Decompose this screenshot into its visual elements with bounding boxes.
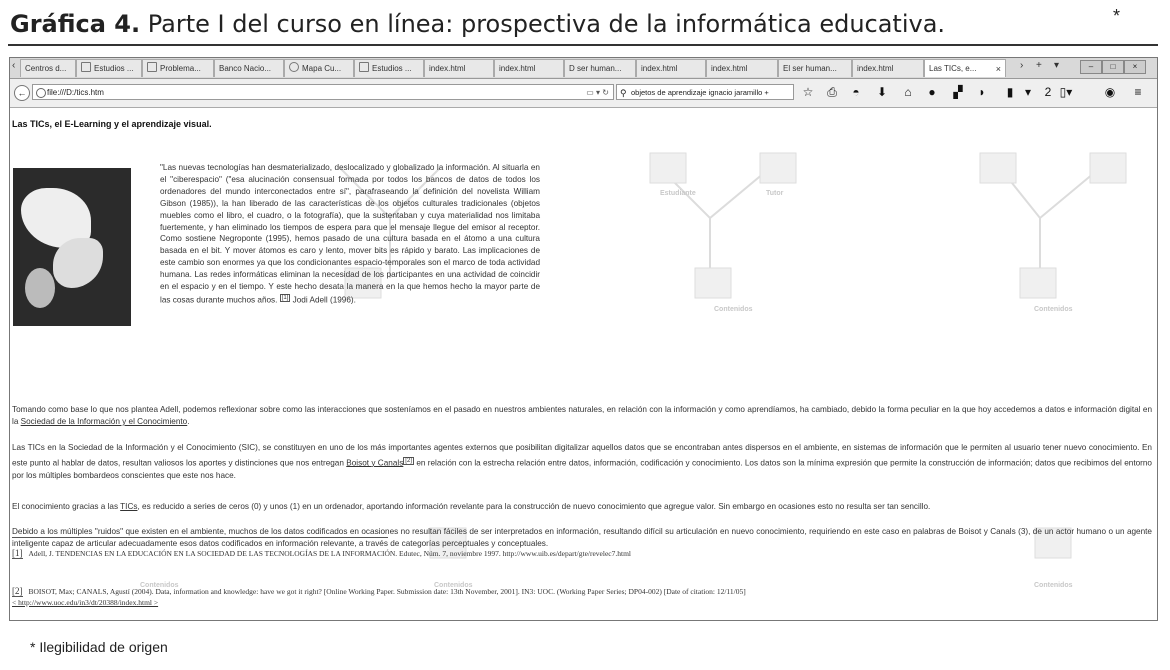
paragraph-2: Las TICs en la Sociedad de la Información y el Conocimiento (SIC), se constituyen en uno de los más importantes agentes externos que posibilitan digitalizar aquellos datos que se encontraban antes dispersos en el ambiente, en sistemas de información que le permiten al usuario tener nuevo conocimiento. En este punto al hablar de datos, resultan valiosos los aportes y distinciones que nos entregan Boisot y Canals [2] en relación con la estrecha relación entre datos, información, codificación y conocimiento. Los datos son la mínima expresión que permite la construcción de información; datos que recibimos del entorno por los múltiples bombardeos conscientes que este nos hace. — [12, 443, 1152, 480]
puzzle-icon[interactable]: ◗ — [978, 85, 986, 99]
watermark-content: Contenidos — [434, 582, 473, 589]
paragraph-1: Tomando como base lo que nos plantea Adell, podemos reflexionar sobre como las interacciones que sosteníamos en el pasado en nuestros ambientes naturales, en relación con la información y como aprendíamos, ha cambiado, debido la forma peculiar en la que hoy accedemos a datos e información digital en la Sociedad de la Información y el Conocimiento. — [12, 405, 1152, 426]
watermark-content: Contenidos — [714, 306, 753, 313]
tab-5[interactable]: Estudios ... — [354, 59, 424, 77]
figure-title: Gráfica 4. Parte I del curso en línea: prospectiva de la informática educativa. — [10, 10, 946, 38]
tab-8[interactable]: D ser human... — [564, 59, 636, 77]
clipboard-icon[interactable]: ⎙ — [827, 85, 837, 99]
paragraph-4: Debido a los múltiples "ruidos" que existen en el ambiente, muchos de los datos codificados en ocasiones no resultan fáciles de ser interpretados en información, resultando difícil su articulación en nuevo conocimiento, requiriendo en este caso en palabras de Boisot y Canals (3), de un actor humano o un agente inteligente capaz de articular adecuadamente esos datos codificados en información relevante, a través de categorías perceptuales y conceptuales. — [12, 527, 1152, 548]
globe-icon — [36, 88, 46, 98]
reload-icon[interactable]: ▭ ▾ ↻ — [586, 88, 609, 97]
menu-icon[interactable]: ≡ — [1134, 85, 1142, 99]
footnote-marker-2[interactable]: [2] — [12, 586, 23, 596]
footnote-1 — [12, 548, 1112, 559]
zoom-count: 2 — [1044, 85, 1052, 99]
back-arrow-icon[interactable]: ← — [14, 85, 30, 101]
boisot-canals-link[interactable]: Boisot y Canals — [346, 458, 404, 468]
tab-list-icon[interactable]: ▾ — [1054, 60, 1060, 71]
page-content — [10, 108, 1157, 620]
battery-icon[interactable]: ▮ — [1006, 85, 1014, 99]
home-icon[interactable]: ⌂ — [904, 85, 912, 99]
watermark-content: Contenidos — [1034, 582, 1073, 589]
pocket-icon[interactable]: ◓ — [852, 85, 860, 99]
dropdown-icon[interactable]: ▾ — [1024, 85, 1032, 99]
tab-7[interactable]: index.html — [494, 59, 564, 77]
footnote-divider — [12, 537, 388, 538]
world-map-image — [13, 168, 131, 326]
navigation-bar — [10, 79, 1157, 108]
footnote-ref-1[interactable]: [1] — [281, 294, 289, 301]
tab-10[interactable]: index.html — [706, 59, 778, 77]
page-icon — [359, 62, 369, 72]
tab-1[interactable]: Estudios ... — [76, 59, 142, 77]
search-icon: ⚲ — [620, 88, 627, 98]
maximize-icon[interactable]: □ — [1102, 60, 1124, 74]
url-text: file:///D:/tics.htm — [47, 88, 104, 97]
close-tab-icon[interactable]: × — [995, 64, 1001, 74]
warning-icon — [147, 62, 157, 72]
footnote-marker-1[interactable]: [1] — [12, 548, 23, 558]
tab-3[interactable]: Banco Nacio... — [214, 59, 284, 77]
new-tab-icon[interactable]: + — [1036, 60, 1042, 71]
sic-link[interactable]: Sociedad de la Información y el Conocimiento — [20, 417, 188, 426]
tab-scroll-right-icon[interactable]: › — [1020, 60, 1024, 71]
watermark-student: Estudiante — [660, 190, 696, 197]
tab-scroll-left-icon[interactable]: ‹ — [12, 60, 16, 71]
footnote-1-text: Adell, J. TENDENCIAS EN LA EDUCACIÓN EN LA SOCIEDAD DE LAS TECNOLOGÍAS DE LA INFORMACIÓN. Edutec, Núm. 7, noviembre 1997. http://www.uib.es/depart/gte/revelec7.html — [28, 549, 632, 558]
globe-icon — [289, 62, 299, 72]
close-window-icon[interactable]: × — [1124, 60, 1146, 74]
footnote-ref-2[interactable]: [2] — [405, 457, 412, 464]
tab-12[interactable]: index.html — [852, 59, 924, 77]
tab-4[interactable]: Mapa Cu... — [284, 59, 354, 77]
asterisk-mark: * — [1112, 6, 1120, 26]
tab-9[interactable]: index.html — [636, 59, 706, 77]
url-bar[interactable] — [32, 84, 614, 100]
tab-strip — [10, 58, 1157, 79]
watermark-content: Contenidos — [140, 582, 179, 589]
page-title: Las TICs, el E-Learning y el aprendizaje visual. — [12, 119, 212, 129]
quote-text: "Las nuevas tecnologías han desmaterializado, deslocalizado y globalizado la información. Al situarla en el "ciberespacio" ("esa alucinación consensual formada por todos los bancos de datos de todos los ordenadores del mundo interconectados entre sí", parafraseando la definición del novelista William Gibson (1985)), la han liberado de las características de los objetos culturales tradicionales (objetos muebles como el libro, el cuadro, o la fotografía), que la sustentaban y cuya materialidad nos limitaba fuertemente, y han eliminado los tiempos de espera para que el mensaje llegue del emisor al receptor. Como sostiene Negroponte (1995), hemos pasado de una cultura basada en el átomo a una cultura basada en el bit. Y mover átomos es caro y lento, mover bits es rápido y barato. Las implicaciones de este cambio son enormes ya que los condicionantes espacio-temporales son el marco de toda actividad humana. Las redes informáticas eliminan la necesidad de los participantes en una actividad de coincidir en el espacio y en el tiempo. Y este hecho desata la manera en la que hemos hecho la mayor parte de las cosas durante muchos años. — [160, 163, 540, 305]
page-actions-icon[interactable]: ▯▾ — [1059, 85, 1073, 99]
addon-icon[interactable]: ▞ — [953, 85, 963, 99]
tab-6[interactable]: index.html — [424, 59, 494, 77]
watermark-content: Contenidos — [1034, 306, 1073, 313]
tab-11[interactable]: El ser human... — [778, 59, 852, 77]
figure-header — [8, 4, 1158, 46]
paragraph-3: El conocimiento gracias a las TICs, es reducido a series de ceros (0) y unos (1) en un ordenador, aportando información revelante para la construcción de nuevo conocimiento que agregue valor. Sin embargo en ocasiones esto no resulta ser tan sencillo. — [12, 502, 931, 511]
search-input[interactable] — [616, 84, 794, 100]
chat-icon[interactable]: ● — [928, 85, 936, 99]
footnote-2-text: BOISOT, Max; CANALS, Agustí (2004). Data, information and knowledge: have we got it right? [Online Working Paper. Submission date: 13th November, 2001]. IN3: UOC. (Working Paper Series; DP04-002) [Date of citation: 12/11/05] — [28, 587, 746, 596]
uoc-link[interactable]: < http://www.uoc.edu/in3/dt/20388/index.html > — [12, 598, 159, 607]
minimize-icon[interactable]: – — [1080, 60, 1102, 74]
footnote-2 — [12, 586, 1112, 608]
tics-link[interactable]: TICs — [120, 502, 138, 511]
quote-block — [160, 162, 540, 307]
sync-icon[interactable]: ◉ — [1104, 85, 1116, 99]
tab-13-active[interactable]: Las TICs, e... × — [924, 59, 1006, 77]
watermark-tutor: Tutor — [766, 190, 784, 197]
download-icon[interactable]: ⬇ — [876, 85, 888, 99]
page-icon — [81, 62, 91, 72]
figure-caption: * Ilegibilidad de origen — [30, 639, 168, 655]
quote-author: Jodi Adell (1996). — [290, 295, 356, 305]
search-text: objetos de aprendizaje ignacio jaramillo + — [631, 88, 769, 97]
bookmark-star-icon[interactable]: ☆ — [802, 85, 814, 99]
browser-window — [9, 57, 1158, 621]
tab-2[interactable]: Problema... — [142, 59, 214, 77]
tab-0[interactable]: Centros d... — [20, 59, 76, 77]
